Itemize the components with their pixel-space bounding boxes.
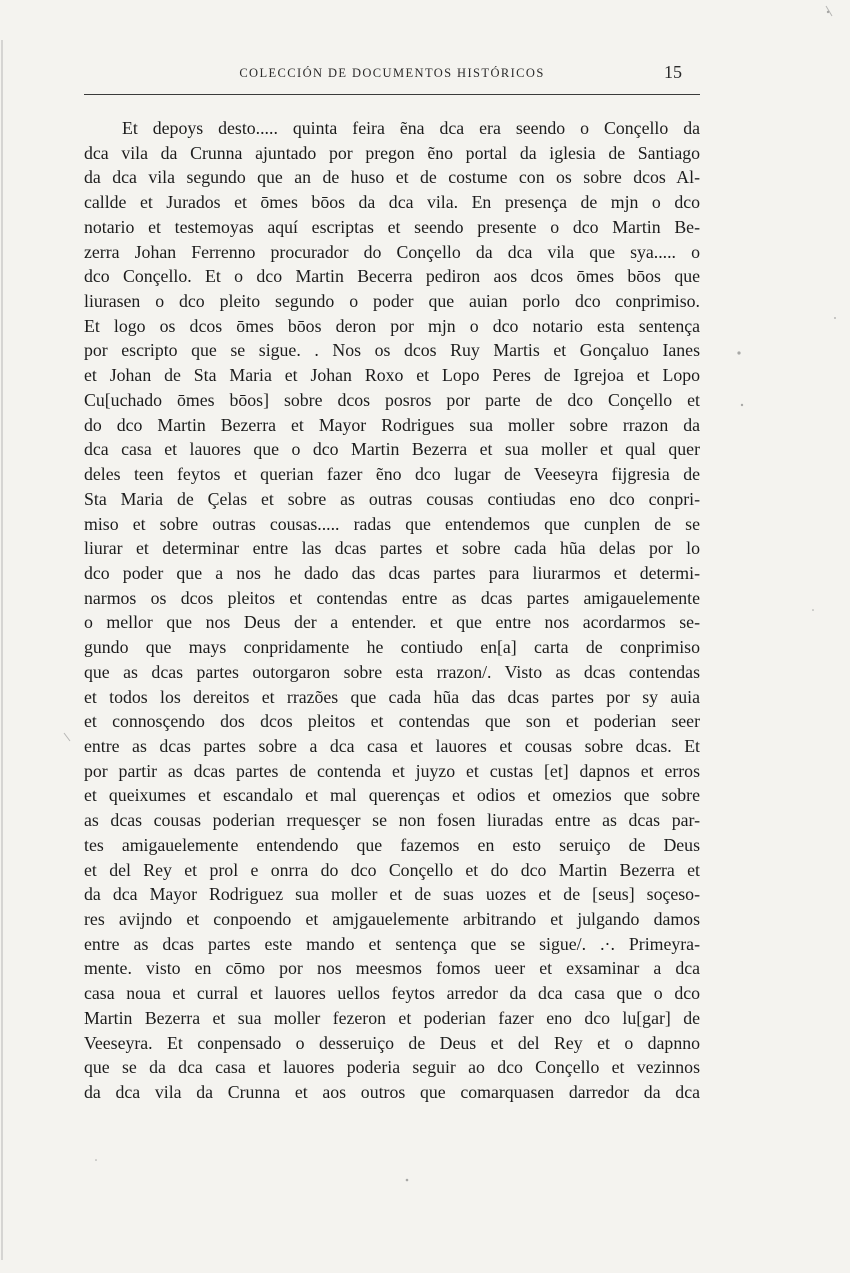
body-text	[84, 116, 700, 1105]
text-line: dco poder que a nos he dado das dcas partes para liurarmos et determi-	[84, 562, 700, 583]
text-line: gundo que mays conpridamente he contiudo en[a] carta de conprimiso	[84, 637, 700, 658]
text-line: Veeseyra. Et conpensado o desseruiço de Deus et del Rey et o dapnno	[84, 1032, 700, 1053]
text-line: entre as dcas partes este mando et sentença que se sigue/. .·. Primeyra-	[84, 933, 700, 954]
text-line: zerra Johan Ferrenno procurador do Conçello da dca vila que sya..... o	[84, 241, 700, 262]
text-line: et connosçendo dos dcos pleitos et contendas que son et poderian seer	[84, 711, 700, 732]
text-line: o mellor que nos Deus der a entender. et que entre nos acordarmos se-	[84, 612, 700, 633]
text-line: et todos los dereitos et rrazões que cada hũa das dcas partes por sy auia	[84, 686, 700, 707]
text-line: que as dcas partes outorgaron sobre esta rrazon/. Visto as dcas contendas	[84, 661, 700, 682]
text-line: da dca vila da Crunna et aos outros que comarquasen darredor da dca	[84, 1082, 700, 1103]
text-line: Sta Maria de Çelas et sobre as outras cousas contiudas eno dco conpri-	[84, 488, 700, 509]
text-line: casa noua et curral et lauores uellos feytos arredor da dca casa que o dco	[84, 983, 700, 1004]
text-line: res avijndo et conpoendo et amjgauelemente arbitrando et julgando damos	[84, 909, 700, 929]
text-line: dco Conçello. Et o dco Martin Becerra pediron aos dcos ōmes bōos que	[84, 266, 700, 287]
text-line: Et depoys desto..... quinta feira ẽna dca era seendo o Conçello da	[122, 118, 700, 138]
text-line: por partir as dcas partes de contenda et juyzo et custas [et] dapnos et erros	[84, 760, 700, 781]
text-line: as dcas cousas poderian rrequesçer se non fosen liuradas entre as dcas par-	[84, 810, 700, 831]
text-line: notario et testemoyas aquí escriptas et seendo presente o dco Martin Be-	[84, 216, 700, 237]
text-line: Cu[uchado ōmes bōos] sobre dcos posros por parte de dco Conçello et	[84, 389, 700, 410]
text-line: et Johan de Sta Maria et Johan Roxo et Lopo Peres de Igrejoa et Lopo	[84, 365, 700, 386]
text-line: liurar et determinar entre las dcas partes et sobre cada hũa delas por lo	[84, 538, 700, 559]
text-line: et del Rey et prol e onrra do dco Conçello et do dco Martin Bezerra et	[84, 859, 700, 880]
page-number: 15	[664, 62, 682, 82]
text-line: por escripto que se sigue. . Nos os dcos Ruy Martis et Gonçaluo Ianes	[84, 340, 700, 361]
text-line: que se da dca casa et lauores poderia seguir ao dco Conçello et vezinnos	[84, 1057, 700, 1078]
text-line: liurasen o dco pleito segundo o poder que auian porlo dco conprimiso.	[84, 291, 700, 312]
text-line: dca vila da Crunna ajuntado por pregon ẽno portal da iglesia de Santiago	[84, 142, 700, 163]
text-line: deles teen feytos et querian fazer ẽno dco lugar de Veeseyra fijgresia de	[84, 464, 700, 485]
text-line: mente. visto en cōmo por nos meesmos fomos ueer et exsaminar a dca	[84, 958, 700, 979]
text-line: da dca Mayor Rodriguez sua moller et de suas uozes et de [seus] soçeso-	[84, 884, 700, 905]
text-line: do dco Martin Bezerra et Mayor Rodrigues sua moller sobre rrazon da	[84, 414, 700, 435]
text-line: da dca vila segundo que an de huso et de costume con os sobre dcos Al-	[84, 167, 700, 188]
text-line: Martin Bezerra et sua moller fezeron et poderian fazer eno dco lu[gar] de	[84, 1007, 700, 1028]
text-line: et queixumes et escandalo et mal querenças et odios et omezios que sobre	[84, 785, 700, 806]
text-line: callde et Jurados et ōmes bōos da dca vila. En presença de mjn o dco	[84, 192, 700, 213]
text-line: tes amigauelemente entendendo que fazemos en esto seruiço de Deus	[84, 834, 700, 855]
text-line: entre as dcas partes sobre a dca casa et lauores et cousas sobre dcas. Et	[84, 735, 700, 756]
text-line: dca casa et lauores que o dco Martin Bezerra et sua moller et qual quer	[84, 439, 700, 460]
running-title: COLECCIÓN DE DOCUMENTOS HISTÓRICOS	[239, 66, 545, 80]
text-line: miso et sobre outras cousas..... radas que entendemos que cunplen de se	[84, 513, 700, 534]
text-line: narmos os dcos pleitos et contendas entre as dcas partes amigauelemente	[84, 587, 700, 608]
header-rule	[84, 94, 700, 95]
page-header	[84, 62, 700, 96]
text-line: Et logo os dcos ōmes bōos deron por mjn o dco notario esta sentença	[84, 315, 700, 336]
